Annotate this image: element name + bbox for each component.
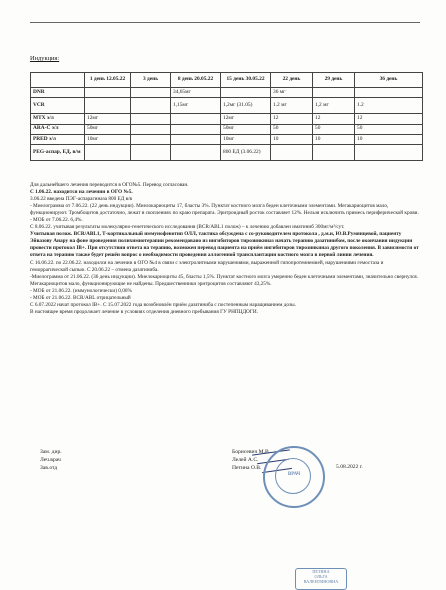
schedule-cell [355, 145, 423, 161]
schedule-cell: 12 [313, 114, 355, 124]
schedule-cell: 12 [271, 114, 313, 124]
schedule-cell [171, 134, 221, 144]
schedule-drug-label: ARA-C э/л [31, 124, 85, 134]
stamp-line-1: ПЕТИНА [312, 569, 330, 574]
paragraph-ogo5: С 1.06.22. находится на лечении в ОГО №5. [30, 189, 133, 196]
paragraph-peg: 3.06.22 введена ПЭГ-аспарагиназа 800 ЕД в/в [30, 196, 133, 203]
schedule-row [31, 145, 423, 161]
schedule-row [31, 88, 423, 98]
schedule-header-cell: 1 день 12.05.22 [85, 73, 131, 88]
schedule-cell: 50мг [85, 124, 131, 134]
schedule-cell [131, 88, 171, 98]
stamp-line-2: ОЛЬГА [314, 574, 328, 579]
schedule-cell [171, 145, 221, 161]
schedule-drug-label: MTX э/л [31, 114, 85, 124]
paragraph-mrd-2: - МОБ от 21.06.22. (иммунологически) 0,06% [30, 287, 132, 294]
induction-schedule-table [30, 72, 423, 161]
schedule-cell [85, 88, 131, 98]
schedule-cell: 1,2 мг [313, 98, 355, 114]
schedule-cell: 50мг [221, 124, 271, 134]
schedule-cell [171, 124, 221, 134]
schedule-cell: 10 [355, 134, 423, 144]
title-attending-doctor: Леч.врач [40, 457, 61, 463]
schedule-cell [171, 114, 221, 124]
schedule-header-cell: 3 день [131, 73, 171, 88]
schedule-cell: 1.2 мг [271, 98, 313, 114]
schedule-drug-label: DNR [31, 88, 85, 98]
schedule-header-cell: 15 день 30.05.22 [221, 73, 271, 88]
schedule-cell: 36 мг [271, 88, 313, 98]
paragraph-transfer: Для дальнейшего лечения переводится в ОГО№5. Перевод согласован. [30, 182, 189, 188]
schedule-header-cell: 8 день 20.05.22 [171, 73, 221, 88]
schedule-cell: 12мг [85, 114, 131, 124]
schedule-cell [221, 88, 271, 98]
schedule-cell [131, 124, 171, 134]
schedule-drug-label: PEG-аспар, ЕД, в/м [31, 145, 85, 161]
induction-heading: Индукция: [30, 55, 60, 62]
schedule-cell: 50 [313, 124, 355, 134]
schedule-cell: 1,15мг [171, 98, 221, 114]
title-department-head: Зав.отд [40, 465, 58, 471]
name-borisevich: Борисевич М.В. [232, 449, 271, 455]
schedule-cell [313, 145, 355, 161]
schedule-drug-label: VCR [31, 98, 85, 114]
schedule-cell: 10 [313, 134, 355, 144]
schedule-cell: 50 [271, 124, 313, 134]
schedule-header-cell: 22 день [271, 73, 313, 88]
stamp-line-3: ВАЛЕНТИНОВНА [303, 579, 339, 584]
rectangular-name-stamp [295, 568, 347, 590]
schedule-header-row [31, 73, 423, 88]
schedule-cell [313, 88, 355, 98]
name-lelei: Лелей А.С. [232, 457, 259, 463]
signature-date: 5.08.2022 г. [336, 464, 363, 470]
schedule-cell: 50 [355, 124, 423, 134]
schedule-cell [131, 114, 171, 124]
paragraph-current: В настоящее время продолжает лечение в условиях отделения дневного пребывания ГУ РНПЦДОГИ. [30, 308, 258, 315]
paragraph-mrd-1: - МОБ от 7.06.22. 6,4%. [30, 217, 83, 224]
stamp-round-text: ВРАЧ [287, 472, 301, 477]
schedule-row [31, 134, 423, 144]
schedule-row [31, 124, 423, 134]
signature-titles [40, 448, 62, 472]
paragraph-ogo4: С 16.06.22. по 22.06.22. находился на лечении в ОГО №4 в связи с электролитными нарушениями, выраженной гипопротеинемией, нарушениями гемостаза и геморрагической сыпью. С 20.06.22 – отмена дазатиниба. [30, 259, 384, 273]
schedule-cell [85, 145, 131, 161]
paragraph-tactics: Учитывая полож. BCR/ABL1, Т-кортикальный иммунофенотип ОЛЛ, тактика обсуждена с со-руководителем протокола , д.м.н, Ю.В.Румянцевой, пациенту Эйвазову Анару на фоне проведения полихимиотерапии рекомендовано из ингибиторов тирозинкиназ начать терапию дазатинибом, после окончания индукции провести протокол IB+. При отсутствии ответа на терапию, возможен перевод пациента на приём ингибиторов тирозинкиназ другого поколения. В зависимости от ответа на терапию также будет решён вопрос о необходимости проведения аллогенной трансплантации костного мозга в первой линии лечения. [30, 231, 419, 259]
treatment-narrative [30, 182, 420, 316]
schedule-header-cell: 29 день [313, 73, 355, 88]
schedule-cell: 34,65мг [171, 88, 221, 98]
schedule-cell: 12 [355, 114, 423, 124]
top-rule [30, 22, 420, 23]
schedule-cell: 800 ЕД (3.06.22) [221, 145, 271, 161]
schedule-cell [131, 145, 171, 161]
schedule-cell: 10 [271, 134, 313, 144]
paragraph-myelogram-2: -Миелограмма от 21.06.22. (36 день индукции). Миелокариоциты 45, бласты 1,5%. Пунктат костного мозга умеренно беден клеточными элементами, значительно свернулся. Мегакариоцитов мало, функционирующие не найдены. Предшественники эритроцитов составляют 43,25%. [30, 273, 419, 287]
schedule-cell: 1,2мг (31.05) [221, 98, 271, 114]
title-deputy-director: Зам. дир. [40, 449, 62, 455]
paragraph-imatinib: С 8.06.22. учитывая результаты молекулярно-генетического исследования (BCR/ABL1 полож) – к лечению добавлен иматиниб 300мг/м²/сут. [30, 224, 345, 231]
name-petina: Петина О.В. [232, 465, 262, 471]
schedule-cell [271, 145, 313, 161]
schedule-body [31, 73, 423, 161]
schedule-cell: 12мг [221, 114, 271, 124]
schedule-cell: 10мг [85, 134, 131, 144]
schedule-cell [131, 134, 171, 144]
schedule-header-cell: 36 день [355, 73, 423, 88]
paragraph-protocol: С 6.07.2022 начат протокол IB+. С 15.07.2022 года возобновлён приём дазатиниба с постепенным наращиванием дозы. [30, 301, 296, 308]
paragraph-mrd-3: - МОБ от 21.06.22. BCR/ABL отрицательный [30, 294, 131, 301]
schedule-drug-label: PRED э/л [31, 134, 85, 144]
schedule-row [31, 98, 423, 114]
schedule-cell: 10мг [221, 134, 271, 144]
schedule-row [31, 114, 423, 124]
schedule-header-cell [31, 73, 85, 88]
paragraph-myelogram-1: - Миелограмма от 7.06.22. (22 день индукции). Миелокариоциты 17, бласты 3%. Пунктат костного мозга беден клеточными элементами. Мегакариоцитов мало, функционируют. Тромбоцитов достаточно, лежат в скоплениях по краю препарата. Эритроидный росток составляет 12%. Нельзя исключить примесь периферической крови. [30, 203, 419, 217]
schedule-cell [85, 98, 131, 114]
round-doctor-stamp [263, 446, 325, 508]
schedule-cell [131, 98, 171, 114]
schedule-cell: 1.2 [355, 98, 423, 114]
schedule-cell [355, 88, 423, 98]
